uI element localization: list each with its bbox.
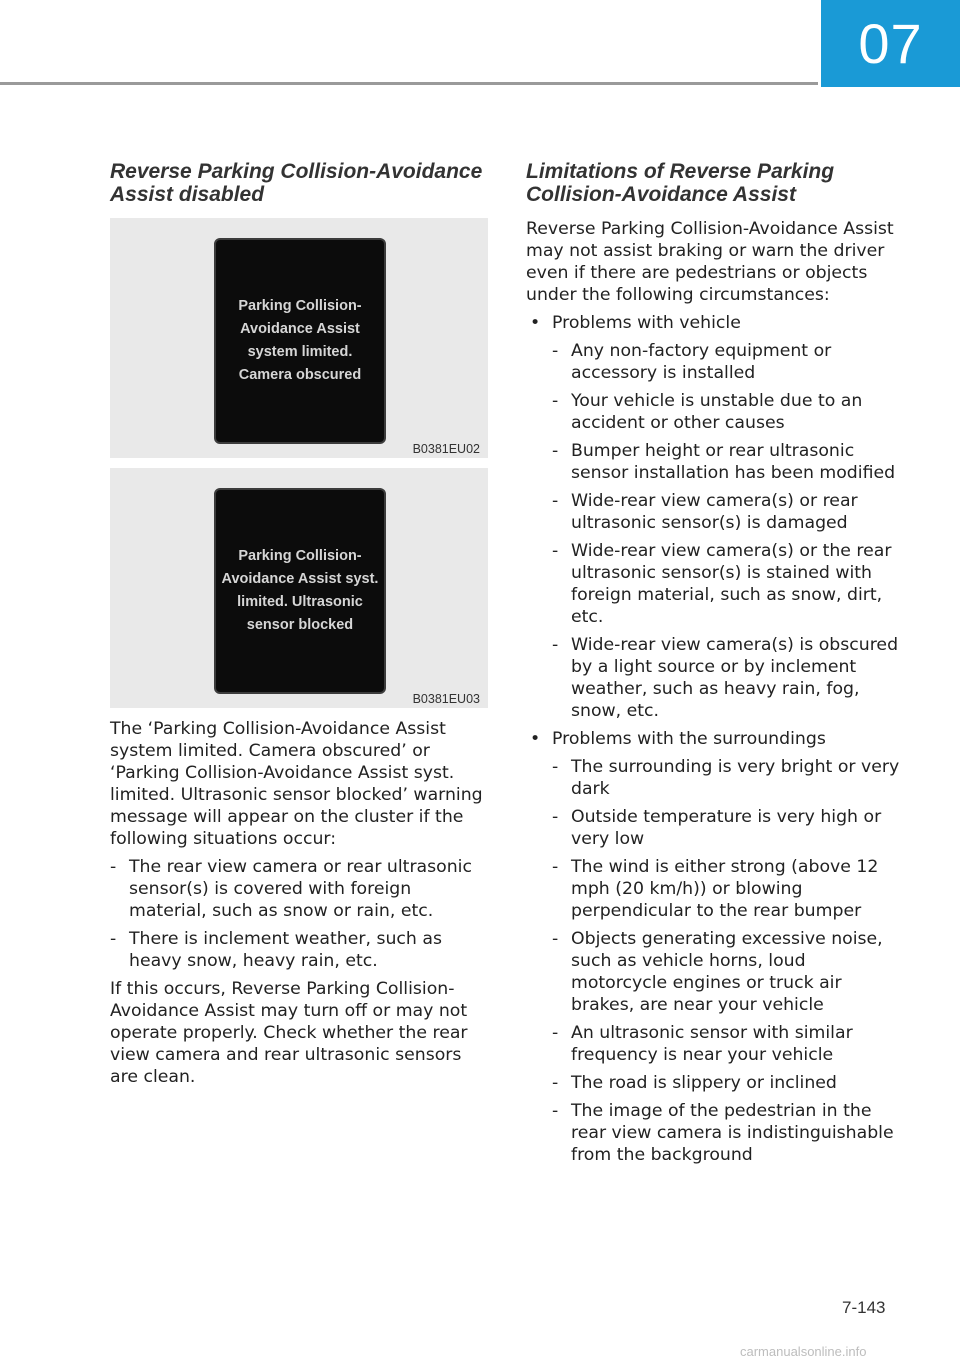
watermark: carmanualsonline.info (740, 1344, 867, 1359)
vehicle-problem-list (552, 340, 906, 722)
list-item: - Wide-rear view camera(s) or the rear ultrasonic sensor(s) is stained with foreign material, such as snow, dirt, etc. (552, 540, 906, 628)
cluster-message: Parking Collision- Avoidance Assist syst. limited. Ultrasonic sensor blocked (221, 548, 379, 633)
list-item: - Wide-rear view camera(s) is obscured by a light source or by inclement weather, such as heavy rain, fog, snow, etc. (552, 634, 906, 722)
cluster-message: Parking Collision- Avoidance Assist system limited. Camera obscured (238, 298, 362, 383)
page-number: 7-143 (842, 1298, 886, 1317)
list-item: - The wind is either strong (above 12 mph (20 km/h)) or blowing perpendicular to the rear bumper (552, 856, 906, 922)
section-heading-limitations: Limitations of Reverse Parking Collision-Avoidance Assist (526, 160, 835, 206)
list-item: - Any non-factory equipment or accessory is installed (552, 340, 906, 384)
group-surroundings (526, 728, 906, 1166)
list-item: - Your vehicle is unstable due to an accident or other causes (552, 390, 906, 434)
cluster-display (214, 238, 386, 444)
list-item: - There is inclement weather, such as heavy snow, heavy rain, etc. (110, 928, 488, 972)
cluster-figure-ultrasonic (110, 468, 488, 708)
situation-list (110, 856, 488, 972)
header-divider (0, 82, 818, 85)
warning-intro: The ‘Parking Collision-Avoidance Assist system limited. Camera obscured’ or ‘Parking Collision-Avoidance Assist syst. limited. Ultrasonic sensor blocked’ warning message will appear on the cluster if the following situations occur: (110, 719, 483, 849)
list-item: - Outside temperature is very high or very low (552, 806, 906, 850)
list-item: - The rear view camera or rear ultrasonic sensor(s) is covered with foreign material, such as snow or rain, etc. (110, 856, 488, 922)
cluster-figure-camera (110, 218, 488, 458)
group-title: Problems with the surroundings (552, 729, 826, 749)
cluster-display (214, 488, 386, 694)
figure-code: B0381EU02 (412, 442, 480, 456)
right-column (526, 160, 906, 1172)
figure-code: B0381EU03 (412, 692, 480, 706)
surroundings-problem-list (552, 756, 906, 1166)
section-heading-disabled: Reverse Parking Collision-Avoidance Assist disabled (110, 160, 483, 206)
limitation-groups (526, 312, 906, 1166)
list-item: - The surrounding is very bright or very dark (552, 756, 906, 800)
list-item: - Bumper height or rear ultrasonic sensor installation has been modified (552, 440, 906, 484)
chapter-tab (821, 0, 960, 87)
list-item: - The image of the pedestrian in the rear view camera is indistinguishable from the background (552, 1100, 906, 1166)
limitations-intro: Reverse Parking Collision-Avoidance Assist may not assist braking or warn the driver even if there are pedestrians or objects under the following circumstances: (526, 219, 894, 305)
chapter-number: 07 (858, 12, 923, 75)
group-vehicle (526, 312, 906, 722)
left-column (110, 160, 488, 1094)
list-item: - An ultrasonic sensor with similar frequency is near your vehicle (552, 1022, 906, 1066)
group-title: Problems with vehicle (552, 313, 741, 333)
list-item: - Wide-rear view camera(s) or rear ultrasonic sensor(s) is damaged (552, 490, 906, 534)
list-item: - Objects generating excessive noise, such as vehicle horns, loud motorcycle engines or truck air brakes, are near your vehicle (552, 928, 906, 1016)
warning-outro: If this occurs, Reverse Parking Collision-Avoidance Assist may turn off or may not operate properly. Check whether the rear view camera and rear ultrasonic sensors are clean. (110, 979, 468, 1087)
list-item: - The road is slippery or inclined (552, 1072, 906, 1094)
